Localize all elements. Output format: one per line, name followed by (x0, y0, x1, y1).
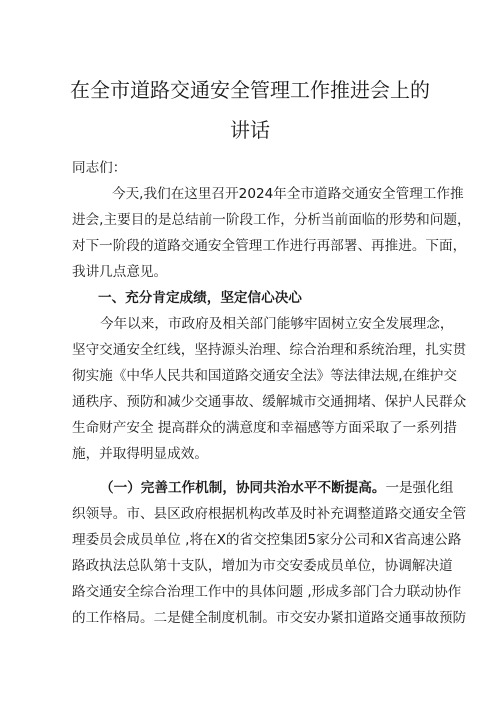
section-1-line-1: 今年以来，市政府及相关部门能够牢固树立安全发展理念， (100, 316, 454, 332)
intro-line-2: 进会,主要目的是总结前一阶段工作，分析当前面临的形势和问题， (72, 212, 471, 228)
subsection-1-line-4: 路政执法总队第十支队，增加为市交安委成员单位，协调解决道 (72, 558, 453, 574)
subsection-1-lead (100, 478, 454, 498)
document-title-line2: 讲话 (230, 118, 270, 142)
section-1-line-4: 通秩序、预防和减少交通事故、缓解城市交通拥堵、保护人民群众 (72, 394, 467, 410)
section-1-line-2: 坚守交通安全红线，坚持源头治理、综合治理和系统治理，扎实贯 (72, 342, 467, 358)
salutation: 同志们： (72, 160, 127, 176)
subsection-1-line-2: 织领导。市、县区政府根据机构改革及时补充调整道路交通安全管 (72, 506, 467, 522)
subsection-1-heading: （一）完善工作机制，协同共治水平不断提高。 (100, 480, 386, 496)
intro-line-1: 今天,我们在这里召开2024年全市道路交通安全管理工作推 (112, 186, 464, 202)
section-1-line-3: 彻实施《中华人民共和国道路交通安全法》等法律法规,在维护交 (72, 368, 457, 384)
intro-line-3: 对下一阶段的道路交通安全管理工作进行再部署、再推进。下面， (72, 238, 467, 254)
subsection-1-line-5: 路交通安全综合治理工作中的具体问题 ,形成多部门合力联动协作 (72, 584, 462, 600)
document-title-line1: 在全市道路交通安全管理工作推进会上的 (70, 78, 430, 102)
subsection-1-line-3: 理委员会成员单位 ,将在X的省交控集团5家分公司和X省高速公路 (72, 532, 462, 548)
section-1-line-5: 生命财产安全 提高群众的满意度和幸福感等方面采取了一系列措 (72, 420, 457, 436)
subsection-1-lead-rest: 一是强化组 (385, 480, 454, 496)
subsection-1-line-6: 的工作格局。二是健全制度机制。市交安办紧扣道路交通事故预防 (72, 610, 467, 626)
intro-line-4: 我讲几点意见。 (72, 264, 168, 280)
section-1-heading: 一、充分肯定成绩，坚定信心决心 (98, 290, 302, 306)
section-1-line-6: 施，并取得明显成效。 (72, 446, 208, 462)
